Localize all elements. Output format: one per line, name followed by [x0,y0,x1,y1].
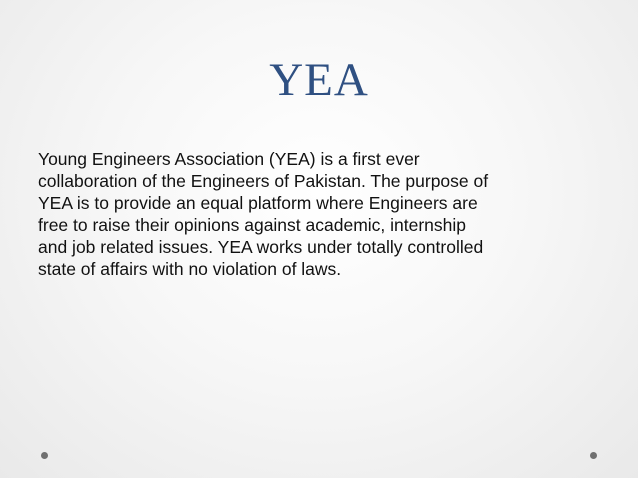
decorative-dot-right [590,452,597,459]
slide-body-text: Young Engineers Association (YEA) is a first ever collaboration of the Engineers of Pakistan. The purpose of YEA is to provide an equal platform where Engineers are free to raise their opinions against academic, internship and job related issues. YEA works under totally controlled state of affairs with no violation of laws. [38,149,489,279]
slide-title: YEA [269,54,369,106]
decorative-dot-left [41,452,48,459]
